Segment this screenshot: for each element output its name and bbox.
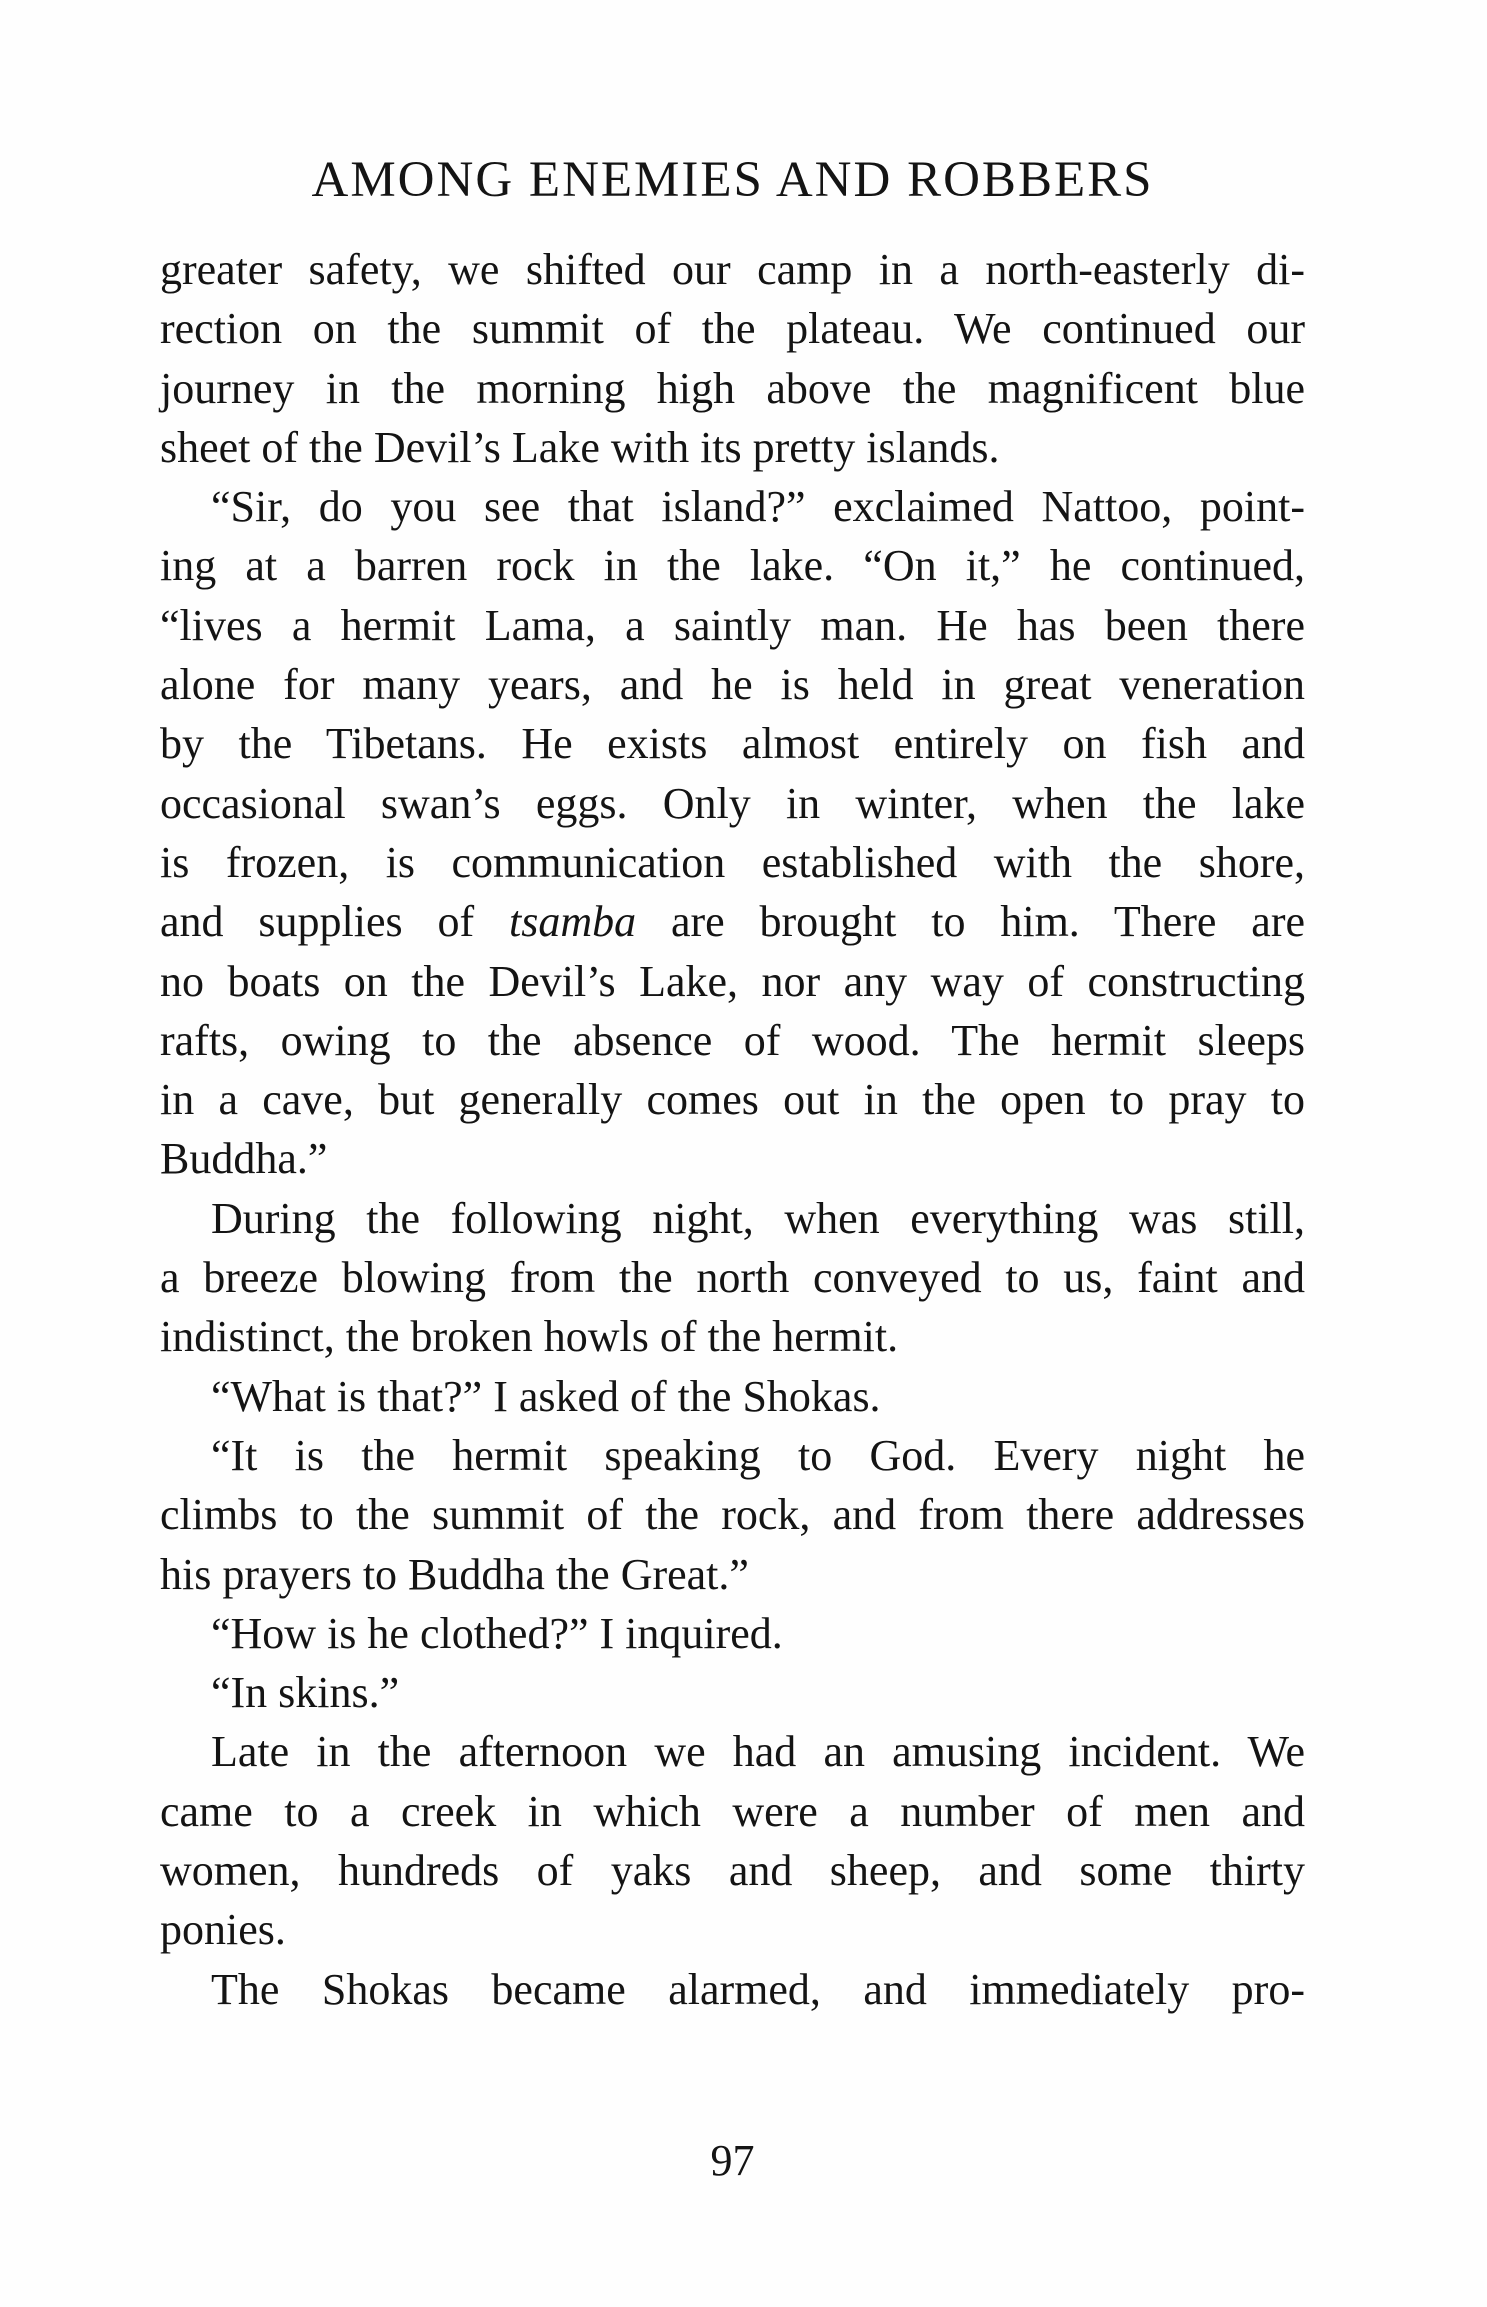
text-line: “What is that?” I asked of the Shokas. bbox=[211, 1371, 881, 1421]
text-line: journey in the morning high above the magnificent blue bbox=[160, 363, 1305, 413]
text-line: Buddha.” bbox=[160, 1134, 328, 1184]
text-line: women, hundreds of yaks and sheep, and some thirty bbox=[160, 1846, 1305, 1896]
text-line: by the Tibetans. He exists almost entirely on fish and bbox=[160, 719, 1305, 769]
text-line: “Sir, do you see that island?” exclaimed Nattoo, point- bbox=[211, 482, 1305, 532]
text-line: came to a creek in which were a number of men and bbox=[160, 1786, 1305, 1836]
text-line: rafts, owing to the absence of wood. The hermit sleeps bbox=[160, 1015, 1305, 1065]
body-text bbox=[160, 240, 1305, 2019]
text-line: ing at a barren rock in the lake. “On it,” he continued, bbox=[160, 541, 1305, 591]
text-line: The Shokas became alarmed, and immediately pro- bbox=[211, 1964, 1305, 2014]
text-line: Late in the afternoon we had an amusing incident. We bbox=[211, 1727, 1305, 1777]
text-line: greater safety, we shifted our camp in a north-easterly di- bbox=[160, 245, 1305, 294]
text-line: “In skins.” bbox=[211, 1668, 400, 1718]
page-number: 97 bbox=[710, 2136, 755, 2185]
text-line: and supplies of tsamba are brought to him. There are bbox=[160, 897, 1306, 947]
text-line: climbs to the summit of the rock, and from there addresses bbox=[160, 1490, 1305, 1540]
text-line: rection on the summit of the plateau. We continued our bbox=[160, 304, 1305, 354]
text-line: indistinct, the broken howls of the hermit. bbox=[160, 1312, 899, 1362]
text-line: “It is the hermit speaking to God. Every night he bbox=[211, 1430, 1305, 1480]
text-line: is frozen, is communication established with the shore, bbox=[160, 837, 1305, 887]
text-line: his prayers to Buddha the Great.” bbox=[160, 1549, 749, 1599]
text-line: sheet of the Devil’s Lake with its pretty islands. bbox=[160, 422, 1000, 472]
text-line: a breeze blowing from the north conveyed to us, faint and bbox=[160, 1253, 1305, 1303]
text-line: ponies. bbox=[160, 1905, 286, 1955]
text-line: alone for many years, and he is held in great veneration bbox=[160, 660, 1305, 710]
text-line: occasional swan’s eggs. Only in winter, when the lake bbox=[160, 778, 1305, 828]
text-line: in a cave, but generally comes out in the open to pray to bbox=[160, 1075, 1305, 1125]
text-line: no boats on the Devil’s Lake, nor any way of constructing bbox=[160, 956, 1305, 1006]
text-line: “How is he clothed?” I inquired. bbox=[211, 1608, 783, 1658]
text-line: During the following night, when everything was still, bbox=[211, 1193, 1305, 1243]
text-line: “lives a hermit Lama, a saintly man. He has been there bbox=[160, 600, 1305, 650]
running-head: AMONG ENEMIES AND ROBBERS bbox=[311, 152, 1154, 208]
